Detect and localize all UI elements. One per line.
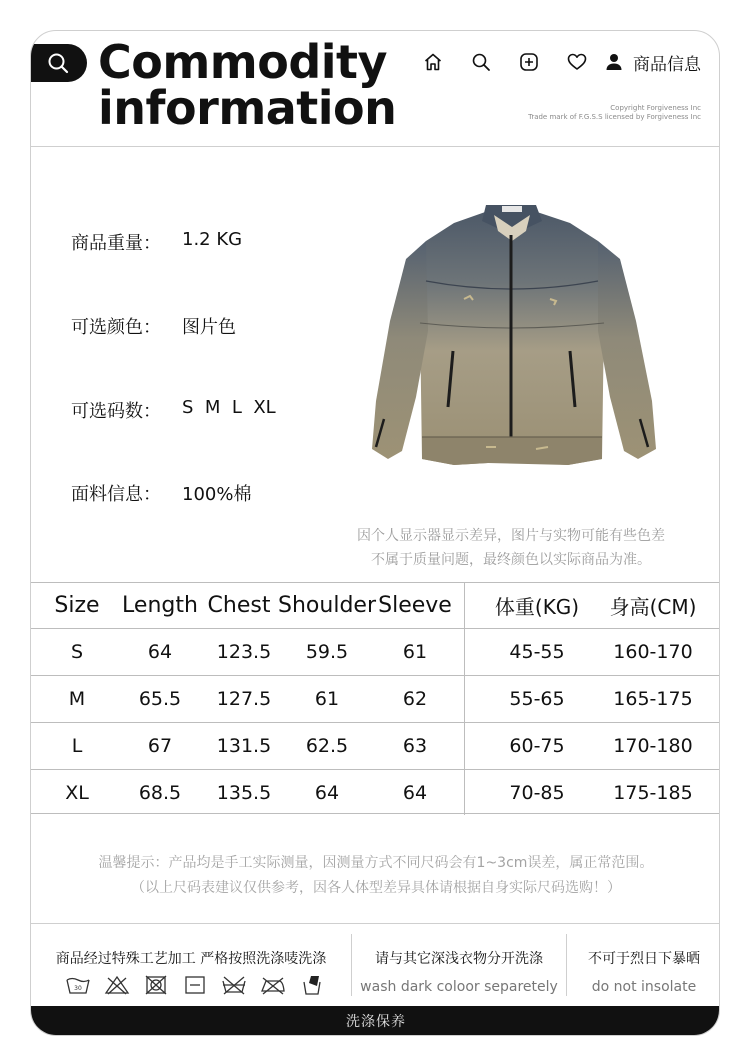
- care-footer-bar: [31, 1006, 720, 1035]
- cell-shoulder: 64: [314, 781, 340, 804]
- cell-sleeve: 62: [402, 688, 428, 710]
- care-col-sun: [567, 924, 720, 1008]
- flat-dry-icon: [181, 974, 209, 996]
- copyright-note: [528, 104, 701, 122]
- spec-sizes-value: S M L XL: [182, 397, 276, 418]
- spec-weight-label: 商品重量：: [71, 233, 161, 254]
- cell-height: 165-175: [613, 688, 693, 710]
- cell-sleeve: 64: [402, 781, 428, 804]
- measurement-notice: [31, 814, 720, 924]
- cell-size: S: [70, 641, 84, 663]
- spec-fabric: [71, 480, 251, 506]
- title-line-2: information: [98, 81, 397, 135]
- cell-chest: 135.5: [216, 781, 272, 804]
- search-button[interactable]: [30, 44, 87, 82]
- care-footer-label: 洗涤保养: [346, 1013, 406, 1030]
- cell-size: M: [68, 688, 86, 710]
- cell-weight: 60-75: [509, 735, 565, 757]
- spec-color-label: 可选颜色：: [71, 317, 161, 338]
- cell-length: 68.5: [138, 781, 182, 804]
- svg-text:30: 30: [74, 985, 82, 992]
- header-chest: Chest: [207, 593, 271, 618]
- spec-fabric-value: 100%棉: [182, 484, 252, 505]
- heart-icon: [567, 52, 587, 72]
- table-row: [31, 676, 720, 723]
- no-machine-wash-icon: [298, 974, 326, 996]
- cell-shoulder: 62.5: [305, 735, 349, 757]
- home-button[interactable]: [409, 49, 457, 75]
- table-row: [31, 629, 720, 676]
- care-sun-subtitle: do not insolate: [591, 979, 697, 995]
- cell-sleeve: 61: [402, 641, 428, 663]
- nav-user-item[interactable]: [605, 50, 701, 75]
- top-nav: [409, 49, 701, 75]
- color-disclaimer-line-1: 因个人显示器显示差异，图片与实物可能有些色差: [357, 528, 665, 544]
- nav-user-label: 商品信息: [633, 54, 701, 75]
- header-length: Length: [122, 593, 198, 618]
- spec-sizes: [71, 397, 276, 423]
- header-size: Size: [54, 593, 100, 618]
- care-col-separate: [352, 924, 566, 1008]
- add-square-icon: [519, 52, 539, 72]
- color-disclaimer-line-2: 不属于质量问题，最终颜色以实际商品为准。: [371, 552, 651, 568]
- cell-shoulder: 61: [314, 688, 340, 710]
- cell-chest: 127.5: [216, 688, 272, 710]
- hand-wash-30-icon: [64, 974, 92, 996]
- spec-color-value: 图片色: [182, 317, 236, 338]
- no-iron-icon: [259, 974, 287, 996]
- cell-height: 175-185: [613, 781, 693, 804]
- size-table: [31, 582, 720, 814]
- header: [31, 31, 720, 147]
- care-separate-title: 请与其它深浅衣物分开洗涤: [375, 951, 543, 967]
- title-line-1: Commodity: [98, 35, 387, 89]
- cell-length: 65.5: [138, 688, 182, 710]
- no-tumble-dry-icon: [142, 974, 170, 996]
- copyright-line-1: Copyright Forgiveness Inc: [610, 104, 701, 112]
- header-height: 身高(CM): [609, 595, 697, 619]
- cell-height: 160-170: [613, 641, 693, 663]
- search-icon: [47, 52, 69, 74]
- care-separate-subtitle: wash dark coloor separetely: [360, 979, 558, 995]
- page-title: [98, 35, 397, 135]
- user-icon: [605, 53, 623, 71]
- notice-line-2: （以上尺码表建议仅供参考，因各人体型差异具体请根据自身实际尺码选购！）: [131, 880, 621, 896]
- search-icon: [471, 52, 491, 72]
- header-shoulder: Shoulder: [278, 593, 376, 618]
- care-sun-title: 不可于烈日下暴晒: [588, 951, 700, 967]
- care-instructions: [31, 924, 720, 1008]
- copyright-line-2: Trade mark of F.G.S.S licensed by Forgiveness Inc: [528, 113, 701, 121]
- nav-search-button[interactable]: [457, 49, 505, 75]
- cell-chest: 131.5: [216, 735, 272, 757]
- commodity-card: [30, 30, 720, 1036]
- cell-length: 67: [147, 735, 173, 757]
- cell-weight: 45-55: [509, 641, 565, 663]
- cell-length: 64: [147, 641, 173, 663]
- cell-weight: 70-85: [509, 781, 565, 804]
- spec-fabric-label: 面料信息：: [71, 484, 161, 505]
- product-info: [31, 147, 720, 582]
- spec-weight-value: 1.2 KG: [182, 229, 243, 250]
- no-wring-icon: [220, 974, 248, 996]
- cell-height: 170-180: [613, 735, 693, 757]
- spec-sizes-label: 可选码数：: [71, 401, 161, 422]
- notice-line-1: 温馨提示：产品均是手工实际测量，因测量方式不同尺码会有1~3cm误差，属正常范围。: [98, 855, 654, 871]
- cell-sleeve: 63: [402, 735, 428, 757]
- care-process-title: 商品经过特殊工艺加工 严格按照洗涤唛洗涤: [55, 951, 327, 967]
- jacket-image: [336, 201, 686, 491]
- cell-shoulder: 59.5: [305, 641, 349, 663]
- favorite-button[interactable]: [553, 49, 601, 75]
- header-sleeve: Sleeve: [378, 593, 452, 618]
- care-icons: [64, 974, 326, 996]
- spec-weight: [71, 229, 242, 255]
- cell-chest: 123.5: [216, 641, 272, 663]
- cell-weight: 55-65: [509, 688, 565, 710]
- table-row: [31, 723, 720, 770]
- care-col-process: [31, 924, 351, 1008]
- table-row: [31, 770, 720, 815]
- cell-size: XL: [65, 781, 89, 804]
- no-bleach-icon: [103, 974, 131, 996]
- home-icon: [423, 52, 443, 72]
- spec-color: [71, 313, 236, 339]
- header-weight: 体重(KG): [494, 595, 580, 619]
- table-header-row: [31, 583, 720, 629]
- cell-size: L: [71, 735, 83, 757]
- add-button[interactable]: [505, 49, 553, 75]
